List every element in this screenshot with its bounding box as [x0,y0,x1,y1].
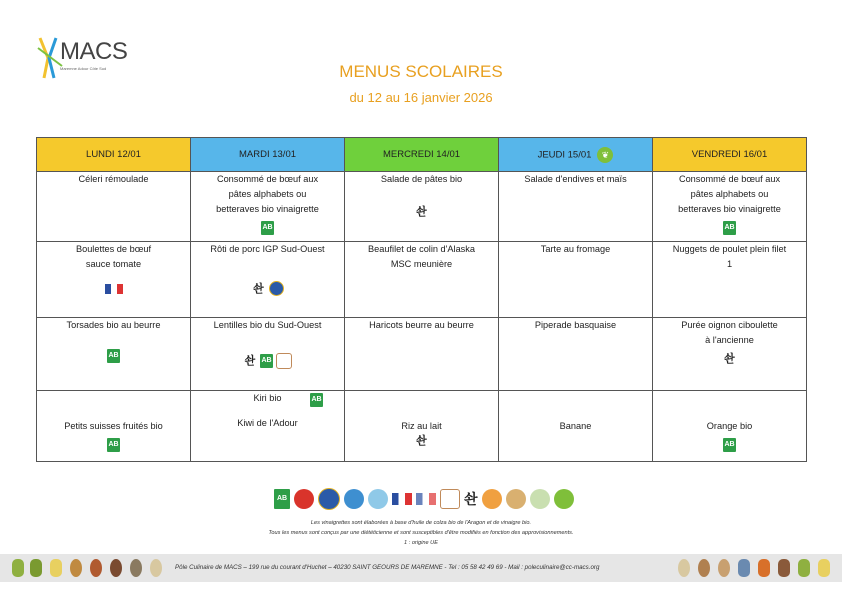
menu-cell [653,318,807,391]
organic-label-icon: AB [261,221,274,235]
leek-icon [30,559,42,577]
dish-line: Salade d'endives et maïs [524,174,627,184]
menu-cell [191,391,345,462]
organic-label-icon: AB [260,354,273,368]
menu-cell [653,172,807,242]
asparagus-icon [12,559,24,577]
note-line: 1 : origine UE [404,540,438,546]
day-header-monday: LUNDI 12/01 [37,138,191,172]
hve-label-icon: 솬 [416,206,427,218]
cauliflower-icon [678,559,690,577]
igp-label-icon [269,281,284,296]
organic-label-icon: AB [723,221,736,235]
note-line: Les vinaigrettes sont élaborées à base d'huile de colza bio de l'Aragon et de vinaigre bio. [310,520,532,526]
menu-table [36,137,807,462]
bread-icon [698,559,710,577]
menu-cell [191,172,345,242]
potato-icon [70,559,82,577]
day-header-thursday: JEUDI 15/01 ❦ [499,138,653,172]
dish-line: Orange bio [706,421,753,431]
french-meat-label-icon [105,284,123,294]
mushroom-icon [130,559,142,577]
organic-label-icon: AB [107,438,120,452]
labels-legend [274,488,574,510]
footer-address: Pôle Culinaire de MACS – 199 rue du courant d'Huchet – 40230 SAINT GEOURS DE MAREMNE - Tel : 05 58 42 49 69 - Mail : poleculinaire@cc-macs.org [175,564,600,571]
menu-cell [499,172,653,242]
wheat-label-icon [506,489,526,509]
dish-line: Céleri rémoulade [78,174,149,184]
hve-label-icon: 솬 [724,353,735,365]
dish-line: Tarte au fromage [540,244,611,254]
dish-line: pâtes alphabets ou [690,189,769,199]
dish-line: MSC meunière [390,259,453,269]
dish-line: Beaufilet de colin d'Alaska [368,244,475,254]
hve-label-icon: 솬 [464,491,478,507]
dish-line: Torsades bio au beurre [66,320,161,330]
menu-cell [37,318,191,391]
dish-line: pâtes alphabets ou [228,189,307,199]
dish-line: Salade de pâtes bio [380,174,463,184]
hve-label-icon: 솬 [253,282,264,295]
dish-line: Consommé de bœuf aux [216,174,319,184]
organic-label-icon: AB [107,349,120,363]
dish-line: Petits suisses fruités bio [64,421,163,431]
menu-cell [499,318,653,391]
dish-line: Purée oignon ciboulette [681,320,778,330]
nut-icon [718,559,730,577]
dish-line: Consommé de bœuf aux [678,174,781,184]
msc-label-icon [344,489,364,509]
logo-text: MACS [60,38,128,65]
day-header-row [37,138,807,172]
fish-icon [738,559,750,577]
sea-label-icon [368,489,388,509]
dish-line: Rôti de porc IGP Sud-Ouest [210,244,325,254]
dish-line: Boulettes de bœuf [75,244,152,254]
french-poultry-label-icon [416,493,436,505]
dish-line: Kiwi de l'Adour [237,418,298,428]
menu-cell [653,242,807,318]
menu-cell [653,391,807,462]
label-rouge-icon [294,489,314,509]
menu-cell [191,242,345,318]
recipe-label-icon [530,489,550,509]
leaf-icon: ❦ [597,147,613,163]
menu-cell [499,242,653,318]
garlic-icon [150,559,162,577]
dish-line: 1 [726,259,733,269]
dish-line: à l'ancienne [705,335,754,345]
desserts-row [37,391,807,462]
dish-line: Nuggets de poulet plein filet [672,244,787,254]
herb-icon [798,559,810,577]
hve-label-icon: 솬 [244,355,256,367]
carrot-icon [758,559,770,577]
dish-line: sauce tomate [85,259,142,269]
menu-cell [37,172,191,242]
vegetarian-leaf-icon [554,489,574,509]
starters-row [37,172,807,242]
day-header-tuesday: MARDI 13/01 [191,138,345,172]
local-product-label-icon [440,489,460,509]
menu-cell [345,242,499,318]
local-product-label-icon [276,353,292,369]
onion-icon [90,559,102,577]
menu-cell [37,391,191,462]
logo-subtitle: Maremne Adour Côte Sud [60,66,107,71]
note-line: Tous les menus sont conçus par une diététicienne et sont susceptibles d'être modifiés en fonction des approvisionnements. [268,530,574,536]
notes [0,518,842,548]
dish-line: Banane [559,421,592,431]
chicken-icon [778,559,790,577]
organic-label-icon: AB [274,489,290,509]
page-title: MENUS SCOLAIRES [339,62,503,81]
organic-label-icon: AB [310,393,323,407]
hve-label-icon: 솬 [416,435,427,447]
bottle-icon [50,559,62,577]
menu-cell [499,391,653,462]
menu-cell [345,391,499,462]
chestnut-icon [110,559,122,577]
menu-cell [345,172,499,242]
dish-line: Haricots beurre au beurre [369,320,474,330]
dish-line: Lentilles bio du Sud-Ouest [213,320,322,330]
french-meat-label-icon [392,493,412,505]
dish-line: betteraves bio vinaigrette [678,204,781,214]
menu-cell [191,318,345,391]
mains-row [37,242,807,318]
sides-row [37,318,807,391]
sustainable-fishing-icon [482,489,502,509]
igp-label-icon [318,488,340,510]
dish-line: Kiri bio [253,393,282,403]
menu-cell [345,318,499,391]
organic-label-icon: AB [723,438,736,452]
dish-line: Piperade basquaise [534,320,617,330]
dish-line: betteraves bio vinaigrette [216,204,319,214]
dish-line: Riz au lait [401,421,442,431]
menu-cell [37,242,191,318]
page-subtitle: du 12 au 16 janvier 2026 [349,90,493,105]
corn-icon [818,559,830,577]
day-header-friday: VENDREDI 16/01 [653,138,807,172]
day-header-wednesday: MERCREDI 14/01 [345,138,499,172]
